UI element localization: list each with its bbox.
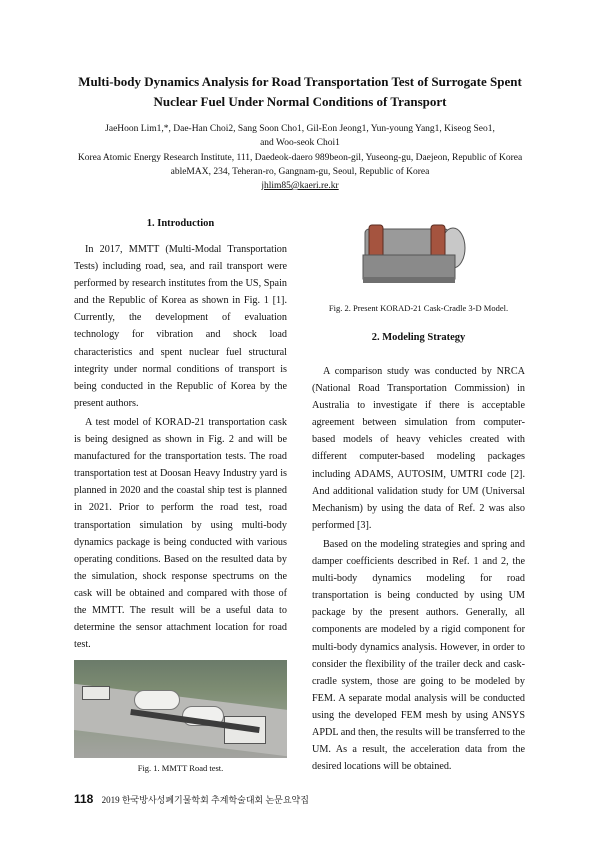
paper-title [40,72,560,112]
author-list [40,122,560,150]
modeling-strategy-heading: 2. Modeling Strategy [371,332,466,343]
cradle-base [363,277,455,283]
authors-line-1: JaeHoon Lim1,*, Dae-Han Choi2, Sang Soon Cho1, Gil-Eon Jeong1, Yun-young Yang1, Kiseog Seo1, [105,124,495,134]
authors-line-2: and Woo-seok Choi1 [260,138,340,148]
introduction-heading: 1. Introduction [146,218,215,229]
trailer-truck-1 [82,686,110,700]
page-footer [74,792,309,806]
cask-cradle-3d-model [355,215,475,287]
corresponding-email[interactable]: jhlim85@kaeri.re.kr [261,181,339,191]
affiliation-1: Korea Atomic Energy Research Institute, 111, Daedeok-daero 989beon-gil, Yuseong-gu, Daejeon, Republic of Korea [77,153,523,163]
intro-paragraph-1: In 2017, MMTT (Multi-Modal Transportation Tests) including road, sea, and rail transport were performed by research institutes from the US, Spain and the Republic of Korea as shown in Fig. 1 [1]. Currently, the development of evaluation technology for vibration and shock load characteristics and spent nuclear fuel structural integrity under normal conditions of transport is being conducted in the Republic of Korea by the present authors. [74,244,287,409]
page-number: 118 [74,792,94,806]
modeling-strategy-body [312,363,525,777]
mmtt-road-test-photo [74,660,287,758]
proceedings-title: 2019 한국방사성폐기물학회 추계학술대회 논문요약집 [101,795,309,805]
cask-on-trailer-1 [134,690,180,710]
affiliation-2: ableMAX, 234, Teheran-ro, Gangnam-gu, Seoul, Republic of Korea [170,167,430,177]
intro-paragraph-2: A test model of KORAD-21 transportation cask is being designed as shown in Fig. 2 and will be manufactured for the transportation tests. The road transportation test at Doosan Heavy Industry yard is planned in 2020 and the coastal ship test is planned in 2021. Prior to perform the road test, road transportation simulation by using multi-body dynamics package is being conducted with various operating conditions. Based on the resulted data by the simulation, shock response spectrums on the cask will be obtained and compared with those of the MMTT. The result will be a useful data to determine the sensor attachment location for road test. [74,416,287,651]
title-line-1: Multi-body Dynamics Analysis for Road Transportation Test of Surrogate Spent [78,74,522,89]
modeling-paragraph-2: Based on the modeling strategies and spring and damper coefficients described in Ref. 1 and 2, the multi-body dynamics modeling for road transportation is being conducted by using UM package by the present authors. Generally, all components are modeled by a rigid component for multi-body dynamics analysis. However, in order to consider the flexibility of the trailer deck and cask-cradle system, those are going to be modeled by FEM. A separate modal analysis will be conducted using the developed FEM mesh by using ANSYS APDL and then, the results will be transferred to the UM. As a result, the acceleration data from the desired locations will be obtained. [312,538,525,773]
modeling-paragraph-1: A comparison study was conducted by NRCA (National Road Transportation Commission) in Australia to investigate if there is acceptable agreement between simulation from computer-based models of heavy vehicles created with different computer-based modeling packages including ADAMS, AUTOSIM, UMTRI code [2]. And additional validation study for UM (Universal Mechanism) by using the data of Ref. 2 was also performed [3]. [312,366,525,531]
title-line-2: Nuclear Fuel Under Normal Conditions of Transport [153,94,447,109]
introduction-body [74,241,287,655]
cradle-frame [363,255,455,279]
figure-1-caption: Fig. 1. MMTT Road test. [137,763,224,773]
figure-2-caption: Fig. 2. Present KORAD-21 Cask-Cradle 3-D Model. [328,303,509,313]
